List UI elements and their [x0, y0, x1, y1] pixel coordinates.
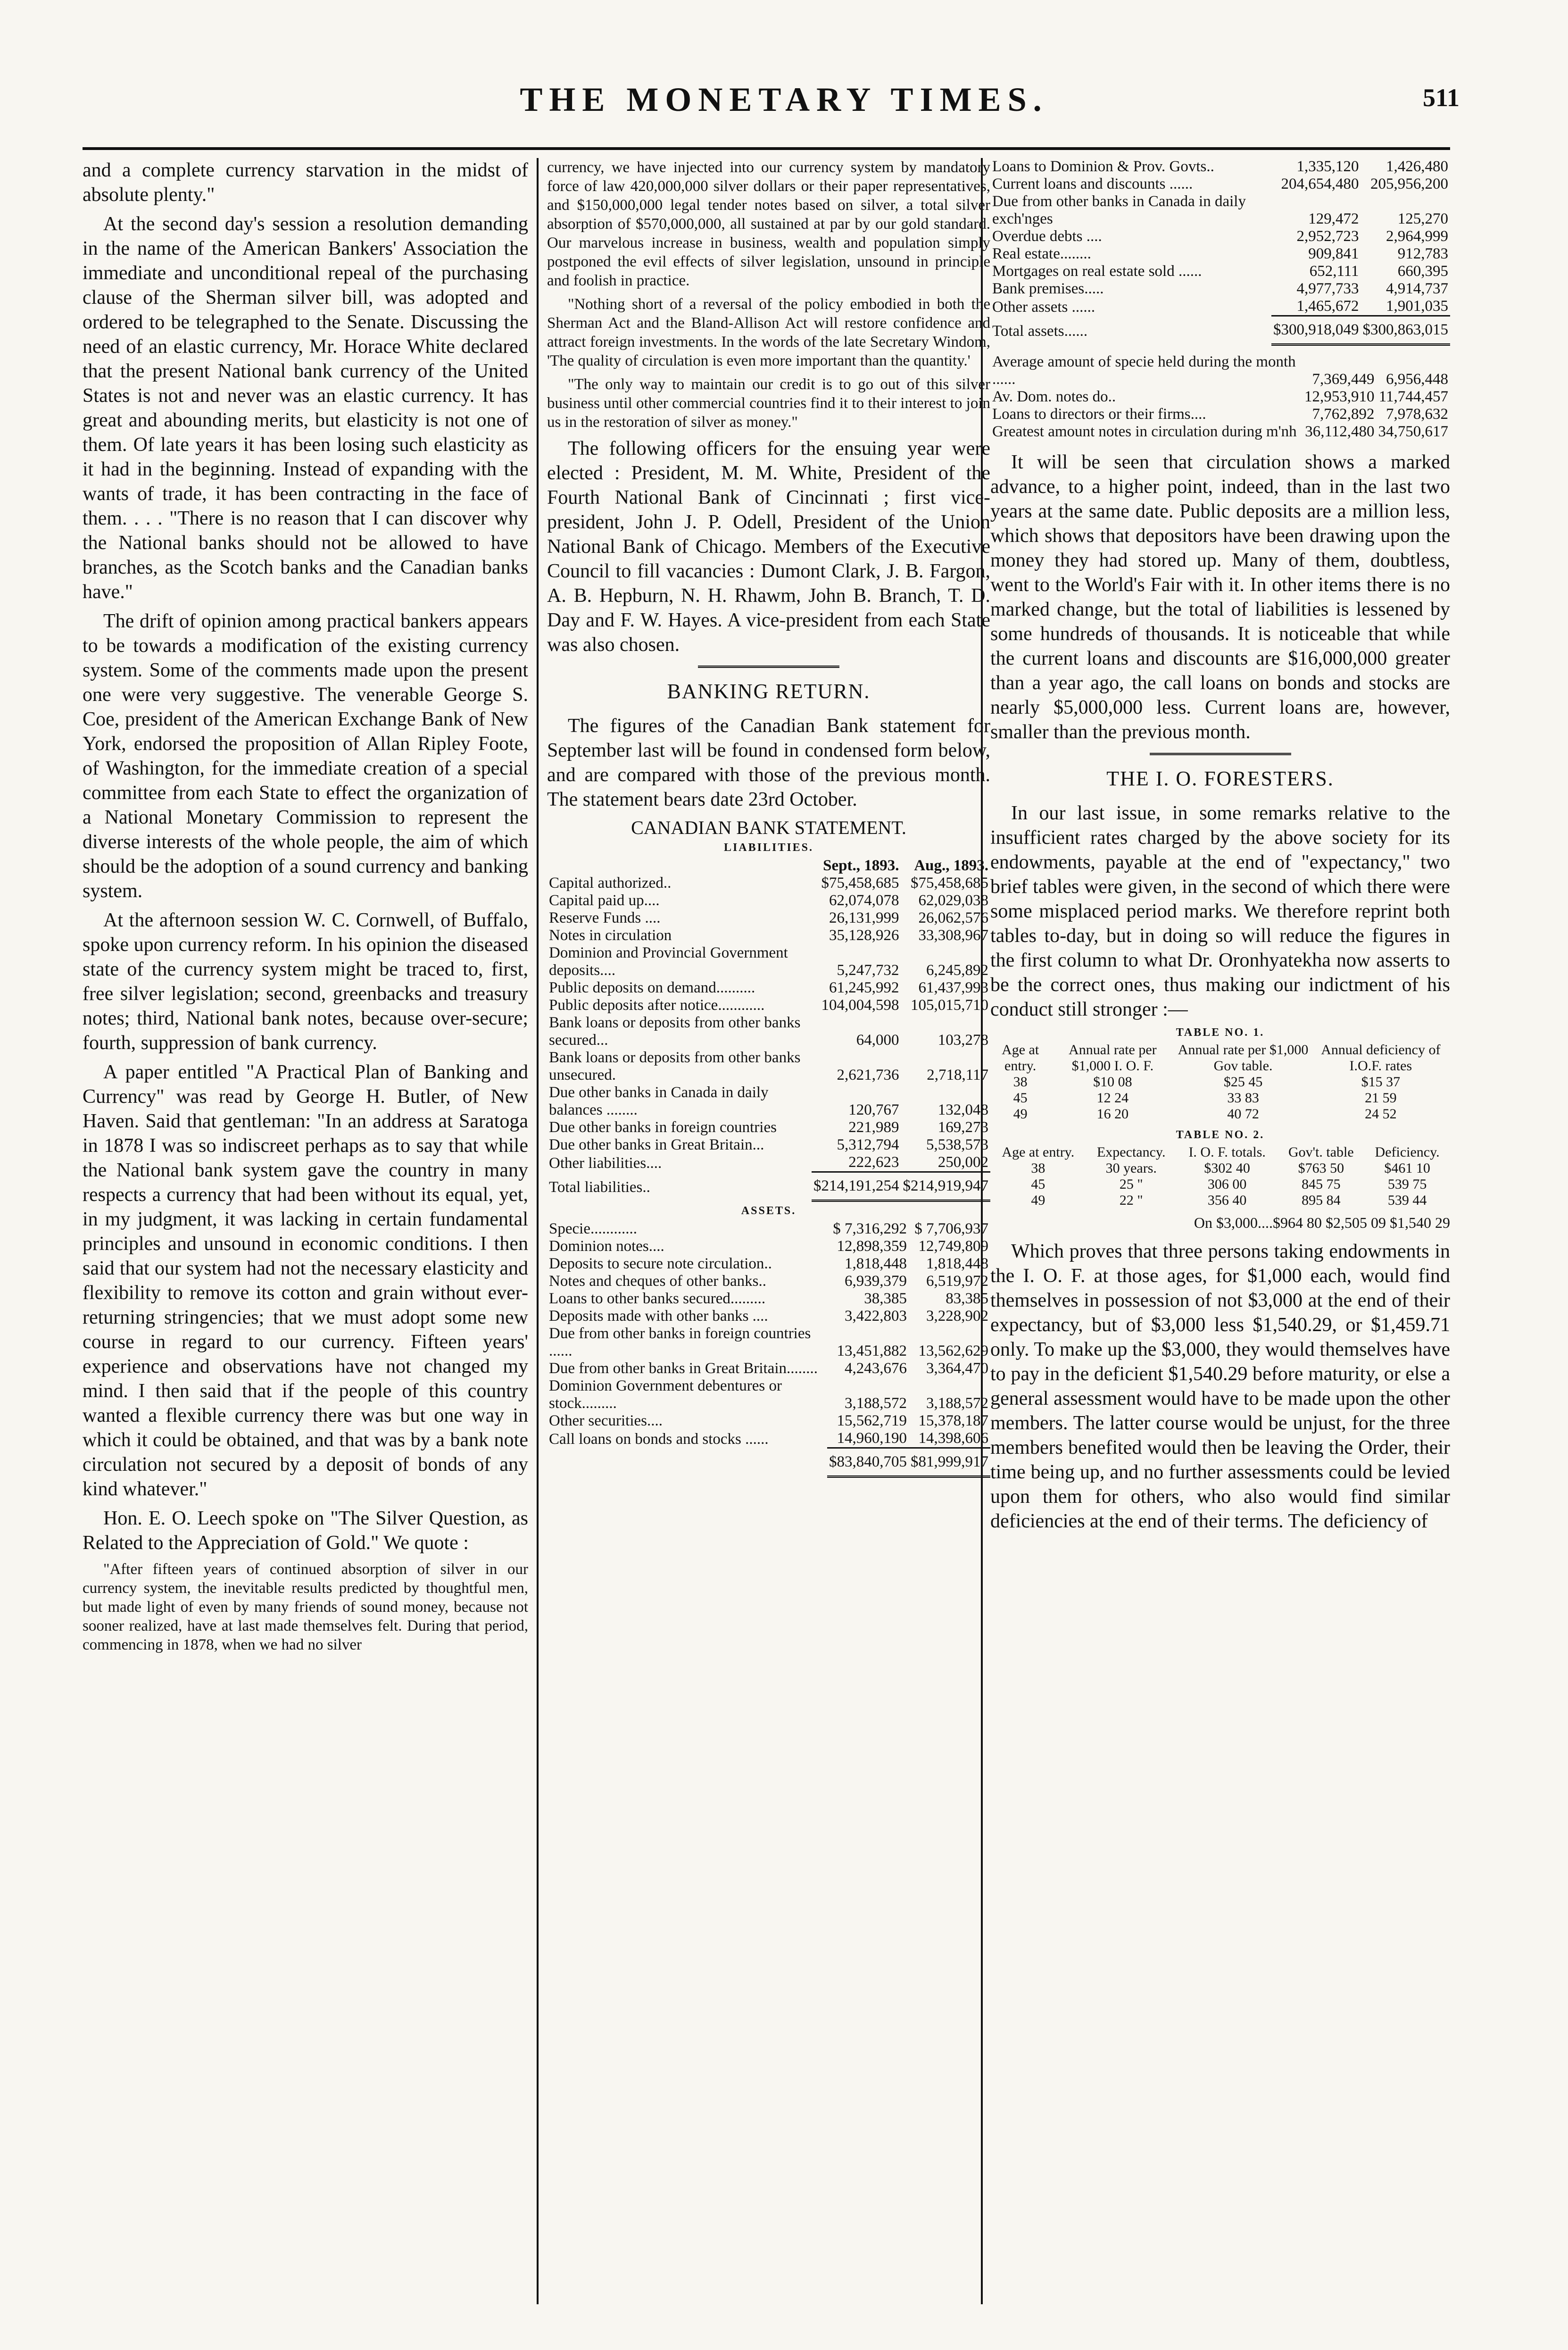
- value-aug: 34,750,617: [1378, 423, 1448, 440]
- row-label: Dominion notes....: [549, 1238, 664, 1255]
- value-aug: $ 7,706,937: [914, 1220, 988, 1237]
- table-row: [547, 1084, 990, 1119]
- value-sept: 909,841: [1308, 245, 1359, 262]
- table-cell: 45: [1031, 1176, 1045, 1192]
- table-cell: 49: [1013, 1106, 1028, 1122]
- row-label: Loans to other banks secured.........: [549, 1290, 766, 1307]
- value-sept: 1,335,120: [1296, 158, 1359, 175]
- total-aug: $81,999,917: [909, 1448, 990, 1477]
- value-aug: 6,245,892: [926, 962, 988, 979]
- total-label: Total liabilities..: [549, 1178, 650, 1196]
- row-label: Overdue debts ....: [992, 228, 1102, 245]
- value-sept: $75,458,685: [821, 875, 899, 892]
- table-1: [990, 1042, 1450, 1122]
- value-aug: 2,964,999: [1386, 228, 1448, 245]
- value-sept: 26,131,999: [829, 909, 899, 926]
- table-row: [547, 1273, 990, 1290]
- table2-title: TABLE NO. 2.: [1176, 1129, 1265, 1141]
- table-row: [547, 892, 990, 909]
- table-cell: 33 83: [1227, 1090, 1259, 1106]
- row-label: Notes and cheques of other banks..: [549, 1273, 766, 1290]
- table-cell: $763 50: [1298, 1160, 1344, 1176]
- value-aug: 103,278: [937, 1032, 988, 1049]
- table-cell: 25 ": [1119, 1176, 1143, 1192]
- value-sept: 221,989: [848, 1119, 899, 1136]
- table-cell: 40 72: [1227, 1106, 1259, 1122]
- table-row: [547, 1308, 990, 1325]
- table-row: [547, 1238, 990, 1255]
- table-cell: $461 10: [1384, 1160, 1430, 1176]
- column-header-sept: Sept., 1893.: [823, 857, 899, 874]
- value-sept: 61,245,992: [829, 979, 899, 996]
- value-sept: 1,465,672: [1296, 298, 1359, 315]
- row-label: Due other banks in foreign countries: [549, 1119, 777, 1136]
- paragraph: At the second day's session a resolution demanding in the name of the American Bankers' Association the immediate and unconditional repeal of the purchasing clause of the Sherman silver bill, was adopted and ordered to be telegraphed to the Senate. Discussing the need of an elastic currency, Mr. Horace White declared that the present National bank currency of the United States is not and never was an elastic currency. It has great and abounding merits, but elasticity is not one of them. Of late years it has been losing such elasticity as it had in the beginning. Instead of expanding with the wants of trade, it has been contracting in the face of them. . . . "There is no reason that I can discover why the National banks should not be allowed to have branches, as the Scotch banks and the Canadian banks have.": [83, 213, 528, 603]
- value-aug: 12,749,809: [918, 1238, 988, 1255]
- value-aug: 5,538,573: [926, 1136, 988, 1153]
- value-aug: 61,437,993: [918, 979, 988, 996]
- table-row: [547, 1154, 990, 1172]
- table-cell: $25 45: [1223, 1074, 1263, 1090]
- assets-heading: ASSETS.: [741, 1205, 796, 1217]
- value-sept: 5,247,732: [837, 962, 899, 979]
- value-aug: 912,783: [1397, 245, 1448, 262]
- value-aug: 15,378,187: [918, 1412, 988, 1429]
- table-row: [990, 1160, 1450, 1176]
- table1-title: TABLE NO. 1.: [1176, 1026, 1265, 1039]
- total-label: Total assets......: [992, 322, 1088, 340]
- table-cell: $15 37: [1361, 1074, 1401, 1090]
- row-label: Mortgages on real estate sold ......: [992, 263, 1202, 280]
- table-row: [990, 228, 1450, 245]
- value-sept: 204,654,480: [1281, 175, 1359, 192]
- value-sept: $ 7,316,292: [833, 1220, 907, 1237]
- banking-intro: The figures of the Canadian Bank statement for September last will be found in condensed form below, and are compared with those of the previous month. The statement bears date 23rd October.: [547, 715, 990, 810]
- table-cell: 356 40: [1207, 1192, 1247, 1208]
- liabilities-heading: LIABILITIES.: [723, 842, 814, 854]
- value-sept: 104,004,598: [821, 997, 899, 1014]
- column-header: Gov't. table: [1288, 1144, 1354, 1160]
- table2-footer: On $3,000....$964 80 $2,505 09 $1,540 29: [1194, 1214, 1450, 1231]
- row-label: Loans to Dominion & Prov. Govts..: [992, 158, 1214, 175]
- table-row: [547, 875, 990, 892]
- value-aug: 2,718,117: [927, 1067, 988, 1083]
- row-label: Public deposits after notice............: [549, 997, 765, 1014]
- value-sept: 13,451,882: [837, 1342, 907, 1359]
- value-sept: 1,818,448: [845, 1255, 907, 1272]
- table-row: [547, 979, 990, 997]
- table-row: [547, 1412, 990, 1430]
- value-sept: 15,562,719: [837, 1412, 907, 1429]
- table-row: [990, 263, 1450, 280]
- value-sept: 35,128,926: [829, 927, 899, 944]
- banking-return-title: BANKING RETURN.: [667, 680, 871, 703]
- assets-continued-table: [990, 158, 1450, 346]
- value-aug: 7,978,632: [1386, 406, 1448, 423]
- row-label: Due from other banks in Canada in daily exch'nges: [992, 193, 1246, 227]
- table-row: [990, 406, 1450, 423]
- table-row: [990, 1176, 1450, 1192]
- value-sept: 129,472: [1308, 210, 1359, 227]
- table-row: [547, 1255, 990, 1273]
- value-sept: 62,074,078: [829, 892, 899, 909]
- table-row: [547, 997, 990, 1014]
- row-label: Call loans on bonds and stocks ......: [549, 1430, 769, 1448]
- row-label: Av. Dom. notes do..: [992, 388, 1116, 405]
- table-cell: 38: [1013, 1074, 1028, 1090]
- quote-paragraph: currency, we have injected into our currency system by mandatory force of law 420,000,000 silver dollars or their paper representatives, and $150,000,000 legal tender notes based on silver, a total silver absorption of $570,000,000, all sustained at par by our gold standard. Our marvelous increase in business, wealth and population simply postponed the evil effects of silver legislation, unsound in principle and foolish in practice.: [547, 159, 990, 289]
- section-rule: [1150, 753, 1291, 757]
- page-header: [0, 80, 1568, 132]
- table-row: [547, 1290, 990, 1308]
- value-sept: 7,369,449: [1312, 371, 1375, 388]
- row-label: Notes in circulation: [549, 927, 672, 944]
- row-label: Public deposits on demand..........: [549, 979, 755, 996]
- value-aug: 26,062,576: [918, 909, 988, 926]
- value-aug: 3,364,470: [926, 1360, 988, 1377]
- section-rule: [698, 666, 839, 670]
- foresters-intro: In our last issue, in some remarks relative to the insufficient rates charged by the above society for its endowments, payable at the end of "expectancy," two brief tables were given, in the second of which there were some misplaced period marks. We therefore reprint both tables to-day, but in doing so will reduce the figures in the first column to what Dr. Oronhyatekha now asserts to be the correct ones, thus making our indictment of his conduct still stronger :—: [990, 802, 1450, 1020]
- value-sept: 4,243,676: [845, 1360, 907, 1377]
- row-label: Dominion Government debentures or stock.........: [549, 1377, 782, 1412]
- value-sept: 3,188,572: [845, 1395, 907, 1412]
- table-cell: 38: [1031, 1160, 1045, 1176]
- column-header: Age at entry.: [1002, 1042, 1039, 1074]
- value-aug: 205,956,200: [1370, 175, 1448, 192]
- table-cell: 22 ": [1119, 1192, 1143, 1208]
- row-label: Bank loans or deposits from other banks unsecured.: [549, 1049, 801, 1083]
- table-row: [547, 944, 990, 979]
- paragraph: Hon. E. O. Leech spoke on "The Silver Question, as Related to the Appreciation of Gold." We quote :: [83, 1508, 528, 1554]
- value-aug: 14,398,606: [918, 1430, 988, 1447]
- total-aug: $300,863,015: [1361, 316, 1451, 345]
- value-sept: 4,977,733: [1296, 280, 1359, 297]
- table-cell: 845 75: [1302, 1176, 1341, 1192]
- value-aug: 4,914,737: [1386, 280, 1448, 297]
- value-sept: 38,385: [864, 1290, 907, 1307]
- row-label: Greatest amount notes in circulation during m'nh: [992, 423, 1297, 440]
- row-label: Bank loans or deposits from other banks secured...: [549, 1014, 801, 1049]
- table-row: [990, 423, 1450, 441]
- assets-table: [547, 1220, 990, 1478]
- table-row: [990, 1090, 1450, 1106]
- value-aug: 6,519,972: [926, 1273, 988, 1290]
- total-row: [547, 1172, 990, 1201]
- row-label: Bank premises.....: [992, 280, 1104, 297]
- row-label: Due other banks in Canada in daily balances ........: [549, 1084, 769, 1118]
- row-label: Reserve Funds ....: [549, 909, 661, 926]
- table-row: [990, 1074, 1450, 1090]
- value-sept: 652,111: [1309, 263, 1359, 280]
- value-aug: 1,426,480: [1386, 158, 1448, 175]
- row-label: Deposits made with other banks ....: [549, 1308, 768, 1325]
- value-aug: 105,015,710: [911, 997, 988, 1014]
- value-aug: 83,385: [946, 1290, 988, 1307]
- table-row: [990, 1106, 1450, 1122]
- column-header: Deficiency.: [1375, 1144, 1440, 1160]
- row-label: Capital paid up....: [549, 892, 660, 909]
- value-sept: 2,621,736: [837, 1067, 899, 1083]
- value-aug: 13,562,629: [918, 1342, 988, 1359]
- table-cell: 30 years.: [1105, 1160, 1157, 1176]
- analysis-paragraph: It will be seen that circulation shows a marked advance, to a higher point, indeed, than in the last two years at the same date. Public deposits are a million less, which shows that depositors have been drawing upon the money they had stored up. Many of them, doubtless, went to the World's Fair with it. In other items there is no marked change, but the total of liabilities is lessened by some hundreds of thousands. It is noticeable that while the current loans and discounts are $16,000,000 greater than a year ago, the call loans on bonds and stocks are nearly $5,000,000 less. Current loans are, however, smaller than the previous month.: [990, 451, 1450, 743]
- table-cell: 45: [1013, 1090, 1028, 1106]
- column-3: [990, 158, 1450, 2304]
- masthead-title: THE MONETARY TIMES.: [520, 81, 1048, 118]
- column-header: Annual rate per $1,000 Gov table.: [1178, 1042, 1309, 1074]
- table-cell: 16 20: [1096, 1106, 1129, 1122]
- table-row: [990, 298, 1450, 316]
- value-aug: 1,818,448: [926, 1255, 988, 1272]
- table-cell: 306 00: [1207, 1176, 1247, 1192]
- statement-title: CANADIAN BANK STATEMENT.: [631, 817, 906, 838]
- column-divider-1: [537, 158, 539, 2304]
- row-label: Due from other banks in Great Britain........: [549, 1360, 818, 1377]
- column-header-aug: Aug., 1893.: [914, 857, 988, 874]
- table-row: [547, 1430, 990, 1448]
- table-2: [990, 1144, 1450, 1208]
- table-row: [990, 158, 1450, 175]
- table-cell: $10 08: [1093, 1074, 1132, 1090]
- row-label: Specie............: [549, 1220, 637, 1237]
- value-aug: 125,270: [1397, 210, 1448, 227]
- paragraph: At the afternoon session W. C. Cornwell, of Buffalo, spoke upon currency reform. In his opinion the diseased state of the currency system might be traced to, first, free silver legislation; second, greenbacks and treasury notes; third, National bank notes, because over-secure; fourth, suppression of bank currency.: [83, 909, 528, 1054]
- table-cell: 539 44: [1387, 1192, 1427, 1208]
- table-row: [547, 1136, 990, 1154]
- value-aug: 660,395: [1397, 263, 1448, 280]
- value-sept: 120,767: [848, 1101, 899, 1118]
- quote-paragraph: "After fifteen years of continued absorption of silver in our currency system, the inevitable results predicted by thoughtful men, but made light of even by many friends of sound money, because not sooner realized, have at last made themselves felt. During that period, commencing in 1878, when we had no silver: [83, 1561, 528, 1653]
- table-row: [547, 1360, 990, 1377]
- value-sept: 14,960,190: [837, 1430, 907, 1447]
- header-rule: [83, 147, 1450, 150]
- paragraph: A paper entitled "A Practical Plan of Banking and Currency" was read by George H. Butler, of New Haven. Said that gentleman: "In an address at Saratoga in 1878 I was so indiscreet perhaps as to say that while the National bank system gave the country in many respects a currency that had been without its equal, yet, in my judgment, it was lacking in certain fundamental principles and unsound in economic conditions. I then said that our system had not the necessary elasticity and flexibility to remove its cotton and grain without ever-returning stringencies; that we must adopt some new course in regard to our currency. Fifteen years' experience and observations have not changed my mind. I then said that if the people of this country wanted a flexible currency there was but one way in which it could be obtained, and that was by a bank note circulation not secured by a deposit of bonds of any kind whatever.": [83, 1061, 528, 1500]
- value-aug: 250,002: [937, 1154, 988, 1171]
- table-row: [990, 280, 1450, 298]
- column-1: [83, 158, 528, 2304]
- column-header: Age at entry.: [1002, 1144, 1075, 1160]
- column-2: [547, 158, 990, 2304]
- value-aug: 62,029,038: [918, 892, 988, 909]
- table-row: [547, 909, 990, 927]
- paragraph: The drift of opinion among practical bankers appears to be towards a modification of the existing currency system. Some of the comments made upon the present one were very suggestive. The venerable George S. Coe, president of the American Exchange Bank of New York, endorsed the proposition of Allan Ripley Foote, of Washington, for the immediate creation of a special committee from each State to effect the organization of a National Monetary Commission to represent the diverse interests of the whole people, the aim of which should be the adoption of a sound currency and banking system.: [83, 610, 528, 902]
- table-row: [547, 1049, 990, 1084]
- table-row: [547, 1220, 990, 1238]
- column-header: I. O. F. totals.: [1188, 1144, 1266, 1160]
- row-label: Current loans and discounts ......: [992, 175, 1193, 192]
- table-row: [990, 388, 1450, 406]
- table-row: [990, 353, 1450, 388]
- row-label: Due from other banks in foreign countries ......: [549, 1325, 811, 1359]
- table-header-row: [990, 1144, 1450, 1160]
- row-label: Loans to directors or their firms....: [992, 406, 1206, 423]
- row-label: Real estate........: [992, 245, 1091, 262]
- row-label: Dominion and Provincial Government deposits....: [549, 944, 788, 979]
- row-label: Other securities....: [549, 1412, 663, 1429]
- value-aug: 6,956,448: [1386, 371, 1448, 388]
- officers-paragraph: The following officers for the ensuing year were elected : President, M. M. White, President of the Fourth National Bank of Cincinnati ; first vice-president, John J. P. Odell, President of the Union National Bank of Chicago. Members of the Executive Council to fill vacancies : Dumont Clark, J. B. Fargon, A. B. Hepburn, N. H. Rhawm, John B. Branch, T. D. Day and F. W. Hayes. A vice-president from each State was also chosen.: [547, 438, 990, 656]
- column-header: Expectancy.: [1096, 1144, 1166, 1160]
- row-label: Other liabilities....: [549, 1154, 662, 1172]
- row-label: Due other banks in Great Britain...: [549, 1136, 764, 1153]
- column-header: Annual rate per $1,000 I. O. F.: [1069, 1042, 1157, 1074]
- quote-paragraph: "Nothing short of a reversal of the policy embodied in both the Sherman Act and the Bland-Allison Act will restore confidence and attract foreign investments. In the words of the late Secretary Windom, 'The quality of circulation is even more important than the quantity.': [547, 296, 990, 369]
- value-sept: 222,623: [848, 1154, 899, 1171]
- table-row: [990, 193, 1450, 228]
- paragraph: and a complete currency starvation in the midst of absolute plenty.": [83, 159, 528, 206]
- other-items-table: [990, 353, 1450, 441]
- total-sept: $214,191,254: [812, 1172, 901, 1201]
- table-row: [990, 245, 1450, 263]
- row-label: Capital authorized..: [549, 875, 672, 892]
- conclusion-paragraph: Which proves that three persons taking endowments in the I. O. F. at those ages, for $1,000 each, would find themselves in possession of not $3,000 at the end of their expectancy, but of $3,000 less $1,540.29, or $1,459.71 only. To make up the $3,000, they would themselves have to pay in the deficient $1,540.29 before maturity, or else a general assessment would have to be made upon the other members. The latter course would be unjust, for the three members benefited would then be leaving the Order, their time being up, and no further assessments could be levied upon them for others, who also would find similar deficiencies at the end of their terms. The deficiency of: [990, 1241, 1450, 1532]
- table-header-row: [547, 857, 990, 875]
- value-aug: $75,458,685: [911, 875, 988, 892]
- total-aug: $214,919,947: [901, 1172, 991, 1201]
- value-sept: 6,939,379: [845, 1273, 907, 1290]
- table-row: [547, 1377, 990, 1412]
- table-cell: 21 59: [1365, 1090, 1397, 1106]
- value-sept: 2,952,723: [1296, 228, 1359, 245]
- row-label: Other assets ......: [992, 298, 1095, 316]
- total-sept: $300,918,049: [1271, 316, 1361, 345]
- row-label: Deposits to secure note circulation..: [549, 1255, 772, 1272]
- value-aug: 11,744,457: [1378, 388, 1448, 405]
- total-sept: $83,840,705: [827, 1448, 909, 1477]
- value-sept: 5,312,794: [837, 1136, 899, 1153]
- table-row: [990, 175, 1450, 193]
- table-cell: 49: [1031, 1192, 1045, 1208]
- value-sept: 12,898,359: [837, 1238, 907, 1255]
- value-aug: 1,901,035: [1386, 298, 1448, 315]
- value-aug: 33,308,967: [918, 927, 988, 944]
- row-label: Average amount of specie held during the month ......: [992, 353, 1296, 388]
- table-row: [547, 1119, 990, 1136]
- total-row: [547, 1448, 990, 1477]
- value-aug: 3,228,902: [926, 1308, 988, 1325]
- table-cell: 12 24: [1096, 1090, 1129, 1106]
- column-header: Annual deficiency of I.O.F. rates: [1321, 1042, 1441, 1074]
- value-aug: 3,188,572: [926, 1395, 988, 1412]
- value-sept: 64,000: [856, 1032, 899, 1049]
- value-sept: 3,422,803: [845, 1308, 907, 1325]
- value-sept: 36,112,480: [1305, 423, 1375, 440]
- quote-paragraph: "The only way to maintain our credit is to go out of this silver business until other commercial countries find it to their interest to join us in the restoration of silver as money.": [547, 376, 990, 431]
- liabilities-table: [547, 857, 990, 1202]
- table-row: [547, 1014, 990, 1049]
- table-cell: $302 40: [1204, 1160, 1250, 1176]
- foresters-title: THE I. O. FORESTERS.: [1106, 767, 1334, 790]
- value-sept: 7,762,892: [1312, 406, 1375, 423]
- table-cell: 895 84: [1302, 1192, 1341, 1208]
- table-row: [547, 1325, 990, 1360]
- table-header-row: [990, 1042, 1450, 1074]
- total-row: [990, 316, 1450, 345]
- value-aug: 132,048: [937, 1101, 988, 1118]
- total-label: [547, 1448, 827, 1477]
- table-cell: 24 52: [1365, 1106, 1397, 1122]
- value-aug: 169,273: [937, 1119, 988, 1136]
- value-sept: 12,953,910: [1304, 388, 1375, 405]
- table-row: [547, 927, 990, 944]
- table-cell: 539 75: [1387, 1176, 1427, 1192]
- table-row: [990, 1192, 1450, 1208]
- page-number: 511: [1422, 83, 1460, 112]
